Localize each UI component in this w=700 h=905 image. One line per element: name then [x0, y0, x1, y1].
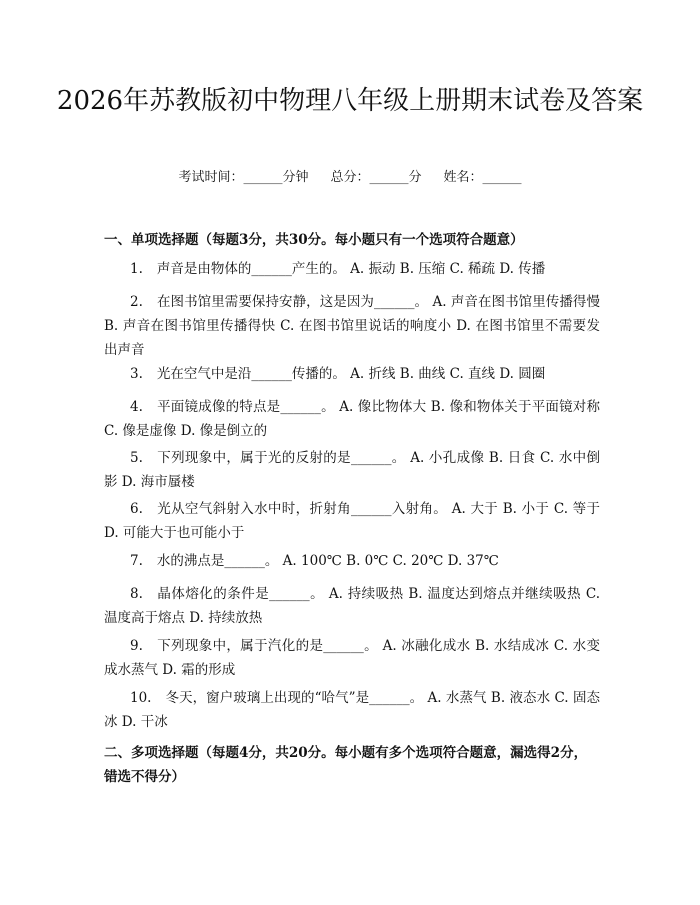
total-score-field: 总分：______分	[330, 170, 422, 185]
question-text: 声音是由物体的______产生的。 A. 振动 B. 压缩 C. 稀疏 D. 传播	[156, 261, 546, 277]
question-4	[104, 395, 600, 443]
question-text: 下列现象中，属于光的反射的是______。 A. 小孔成像 B. 日食 C. 水中倒影 D. 海市蜃楼	[104, 450, 600, 490]
question-6	[104, 497, 600, 545]
question-text: 平面镜成像的特点是______。 A. 像比物体大 B. 像和物体关于平面镜对称 C. 像是虚像 D. 像是倒立的	[104, 399, 600, 439]
question-number: 5.	[130, 450, 143, 466]
exam-info-line	[0, 168, 700, 188]
question-text: 光在空气中是沿______传播的。 A. 折线 B. 曲线 C. 直线 D. 圆圈	[156, 366, 546, 382]
question-number: 10.	[130, 690, 152, 706]
question-10	[104, 686, 600, 734]
question-7	[104, 549, 600, 573]
question-number: 7.	[130, 553, 143, 569]
section-2-heading: 二、多项选择题（每题4分，共20分。每小题有多个选项符合题意，漏选得2分，错选不得分）	[104, 745, 588, 785]
question-number: 2.	[130, 294, 143, 310]
section-1-heading: 一、单项选择题（每题3分，共30分。每小题只有一个选项符合题意）	[104, 232, 524, 248]
question-number: 1.	[130, 261, 143, 277]
question-text: 冬天，窗户玻璃上出现的“哈气”是______。 A. 水蒸气 B. 液态水 C. 固态冰 D. 干冰	[104, 690, 600, 730]
question-number: 3.	[130, 366, 143, 382]
question-3	[104, 362, 600, 386]
question-text: 在图书馆里需要保持安静，这是因为______。 A. 声音在图书馆里传播得慢 B. 声音在图书馆里传播得快 C. 在图书馆里说话的响度小 D. 在图书馆里不需要发出声音	[104, 294, 600, 358]
question-1	[104, 257, 600, 281]
question-text: 晶体熔化的条件是______。 A. 持续吸热 B. 温度达到熔点并继续吸热 C. 温度高于熔点 D. 持续放热	[104, 586, 600, 626]
student-name-field: 姓名：______	[443, 170, 522, 185]
document-title: 2026年苏教版初中物理八年级上册期末试卷及答案	[56, 86, 644, 116]
question-9	[104, 634, 600, 682]
question-text: 光从空气斜射入水中时，折射角______入射角。 A. 大于 B. 小于 C. 等于 D. 可能大于也可能小于	[104, 501, 600, 541]
question-5	[104, 446, 600, 494]
question-number: 8.	[130, 586, 143, 602]
question-8	[104, 582, 600, 630]
question-number: 6.	[130, 501, 143, 517]
question-text: 下列现象中，属于汽化的是______。 A. 冰融化成水 B. 水结成冰 C. 水变成水蒸气 D. 霜的形成	[104, 638, 600, 678]
exam-time-field: 考试时间：______分钟	[178, 170, 309, 185]
question-2	[104, 290, 600, 362]
question-text: 水的沸点是______。 A. 100℃ B. 0℃ C. 20℃ D. 37℃	[156, 553, 499, 569]
question-number: 9.	[130, 638, 143, 654]
question-number: 4.	[130, 399, 143, 415]
